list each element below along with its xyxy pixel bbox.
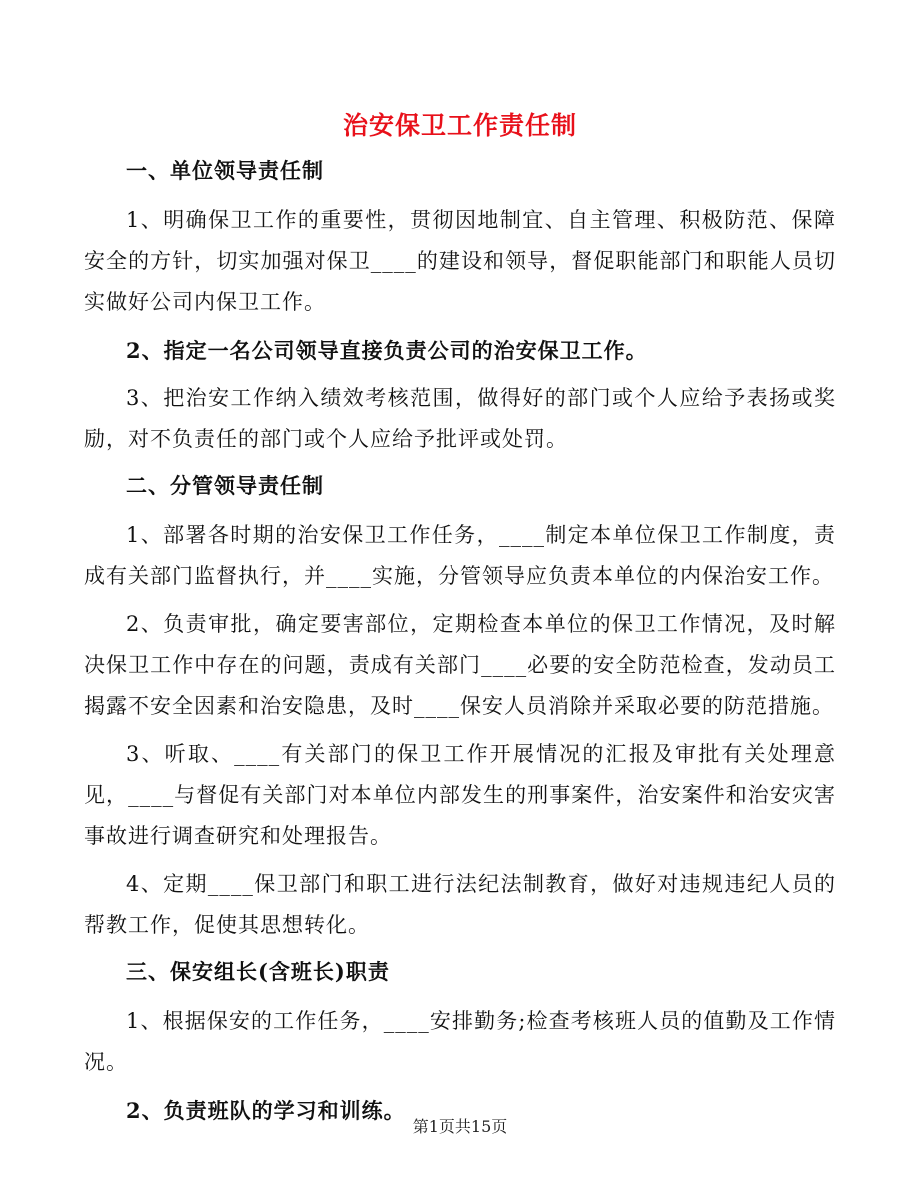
paragraph: 1、部署各时期的治安保卫工作任务，____制定本单位保卫工作制度，责成有关部门监督执行，并____实施，分管领导应负责本单位的内保治安工作。 [84, 523, 836, 588]
paragraph: 4、定期____保卫部门和职工进行法纪法制教育，做好对违规违纪人员的帮教工作，促使其思想转化。 [84, 872, 836, 937]
paragraph: 1、根据保安的工作任务，____安排勤务;检查考核班人员的值勤及工作情况。 [84, 1009, 836, 1074]
section-heading: 三、保安组长(含班长)职责 [126, 959, 390, 984]
paragraph: 2、负责班队的学习和训练。 [126, 1098, 406, 1123]
section-heading: 二、分管领导责任制 [126, 473, 324, 498]
paragraph: 2、指定一名公司领导直接负责公司的治安保卫工作。 [126, 338, 648, 363]
section-heading: 一、单位领导责任制 [126, 158, 324, 183]
paragraph: 3、听取、____有关部门的保卫工作开展情况的汇报及审批有关处理意见，____与督促有关部门对本单位内部发生的刑事案件，治安案件和治安灾害事故进行调查研究和处理报告。 [84, 742, 836, 848]
paragraph: 2、负责审批，确定要害部位，定期检查本单位的保卫工作情况，及时解决保卫工作中存在的问题，责成有关部门____必要的安全防范检查，发动员工揭露不安全因素和治安隐患，及时____保安人员消除并采取必要的防范措施。 [84, 612, 836, 718]
document-title: 治安保卫工作责任制 [342, 111, 577, 140]
paragraph: 1、明确保卫工作的重要性，贯彻因地制宜、自主管理、积极防范、保障安全的方针，切实加强对保卫____的建设和领导，督促职能部门和职能人员切实做好公司内保卫工作。 [84, 208, 836, 314]
document-body [84, 152, 836, 1138]
page-number: 第1页共15页 [412, 1117, 508, 1136]
paragraph: 3、把治安工作纳入绩效考核范围，做得好的部门或个人应给予表扬或奖励，对不负责任的部门或个人应给予批评或处罚。 [84, 386, 836, 451]
